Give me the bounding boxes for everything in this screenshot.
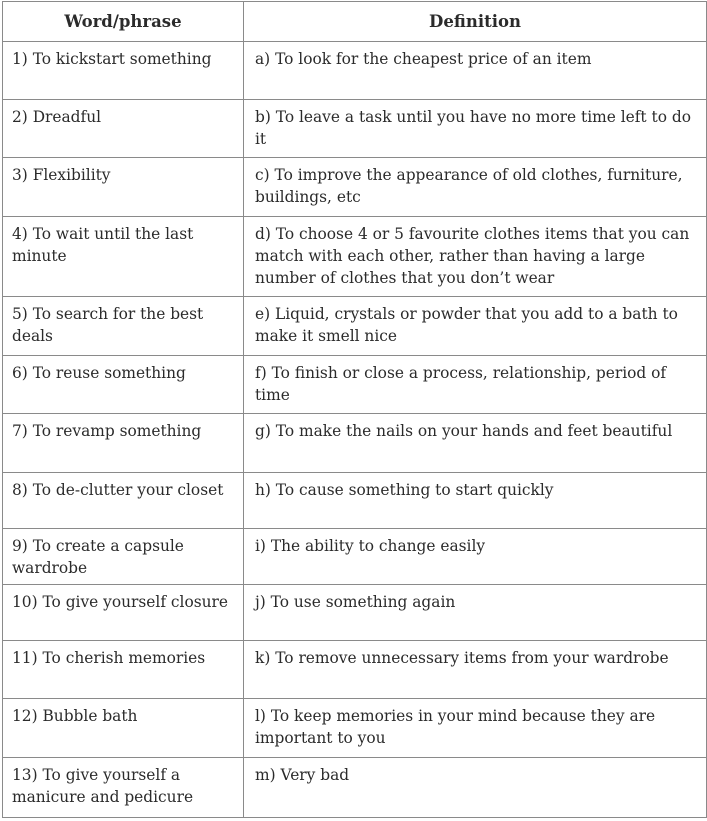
definition-cell: e) Liquid, crystals or powder that you add to a bath to make it smell nice <box>244 297 707 356</box>
word-cell: 3) Flexibility <box>3 158 244 217</box>
word-phrase-header: Word/phrase <box>3 2 244 42</box>
definition-cell: j) To use something again <box>244 585 707 641</box>
word-cell: 7) To revamp something <box>3 414 244 473</box>
table-row <box>3 641 707 699</box>
vocabulary-table <box>2 1 707 818</box>
table-row <box>3 585 707 641</box>
word-cell: 10) To give yourself closure <box>3 585 244 641</box>
word-cell: 13) To give yourself a manicure and pedicure <box>3 758 244 818</box>
table-row <box>3 100 707 158</box>
definition-cell: b) To leave a task until you have no more time left to do it <box>244 100 707 158</box>
table-row <box>3 699 707 758</box>
word-cell: 9) To create a capsule wardrobe <box>3 529 244 585</box>
definition-cell: k) To remove unnecessary items from your wardrobe <box>244 641 707 699</box>
word-cell: 4) To wait until the last minute <box>3 217 244 297</box>
definition-cell: g) To make the nails on your hands and feet beautiful <box>244 414 707 473</box>
table-row <box>3 42 707 100</box>
word-cell: 11) To cherish memories <box>3 641 244 699</box>
definition-cell: h) To cause something to start quickly <box>244 473 707 529</box>
word-cell: 5) To search for the best deals <box>3 297 244 356</box>
definition-cell: l) To keep memories in your mind because they are important to you <box>244 699 707 758</box>
definition-cell: d) To choose 4 or 5 favourite clothes items that you can match with each other, rather than having a large number of clothes that you don’t wear <box>244 217 707 297</box>
table-row <box>3 529 707 585</box>
definition-cell: a) To look for the cheapest price of an item <box>244 42 707 100</box>
table-row <box>3 473 707 529</box>
definition-cell: m) Very bad <box>244 758 707 818</box>
definition-cell: f) To finish or close a process, relationship, period of time <box>244 356 707 414</box>
definition-cell: c) To improve the appearance of old clothes, furniture, buildings, etc <box>244 158 707 217</box>
table-row <box>3 758 707 818</box>
definition-cell: i) The ability to change easily <box>244 529 707 585</box>
table-row <box>3 158 707 217</box>
header-row <box>3 2 707 42</box>
table-row <box>3 414 707 473</box>
word-cell: 12) Bubble bath <box>3 699 244 758</box>
word-cell: 2) Dreadful <box>3 100 244 158</box>
word-cell: 6) To reuse something <box>3 356 244 414</box>
word-cell: 1) To kickstart something <box>3 42 244 100</box>
table-row <box>3 217 707 297</box>
table-row <box>3 356 707 414</box>
word-cell: 8) To de-clutter your closet <box>3 473 244 529</box>
table-row <box>3 297 707 356</box>
definition-header: Definition <box>244 2 707 42</box>
